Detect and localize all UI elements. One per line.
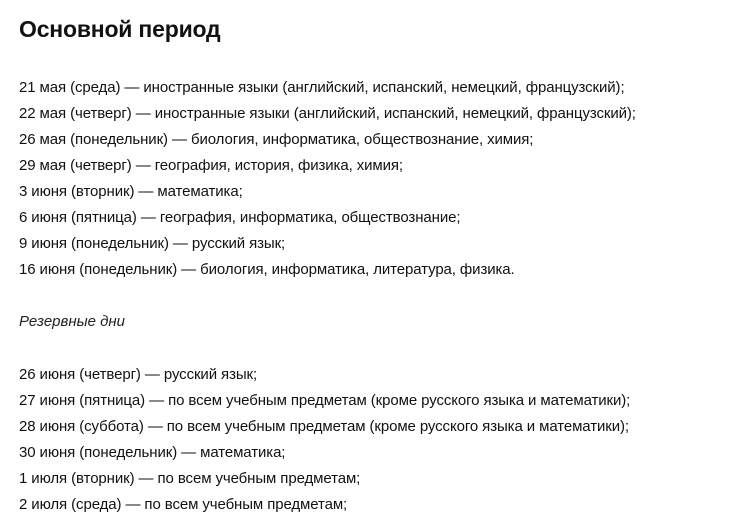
list-item: 26 мая (понедельник) — биология, информатика, обществознание, химия;: [19, 131, 534, 148]
list-item: 3 июня (вторник) — математика;: [19, 183, 243, 200]
list-item: 1 июля (вторник) — по всем учебным предметам;: [19, 470, 361, 487]
list-item: 6 июня (пятница) — география, информатика, обществознание;: [19, 209, 461, 226]
reserve-days-heading: Резервные дни: [19, 313, 126, 330]
list-item: 26 июня (четверг) — русский язык;: [19, 366, 258, 383]
list-item: 9 июня (понедельник) — русский язык;: [19, 235, 286, 252]
reserve-schedule-list: [19, 362, 731, 518]
list-item: 30 июня (понедельник) — математика;: [19, 444, 286, 461]
list-item: 22 мая (четверг) — иностранные языки (английский, испанский, немецкий, французский);: [19, 105, 636, 122]
list-item: 27 июня (пятница) — по всем учебным предметам (кроме русского языка и математики);: [19, 392, 631, 409]
list-item: 29 мая (четверг) — география, история, физика, химия;: [19, 157, 403, 174]
page-title: Основной период: [19, 16, 221, 42]
document: [19, 14, 731, 518]
list-item: 28 июня (суббота) — по всем учебным предметам (кроме русского языка и математики);: [19, 418, 629, 435]
list-item: 16 июня (понедельник) — биология, информатика, литература, физика.: [19, 261, 515, 278]
main-schedule-list: [19, 75, 731, 283]
list-item: 2 июля (среда) — по всем учебным предметам;: [19, 496, 348, 513]
list-item: 21 мая (среда) — иностранные языки (английский, испанский, немецкий, французский);: [19, 79, 625, 96]
